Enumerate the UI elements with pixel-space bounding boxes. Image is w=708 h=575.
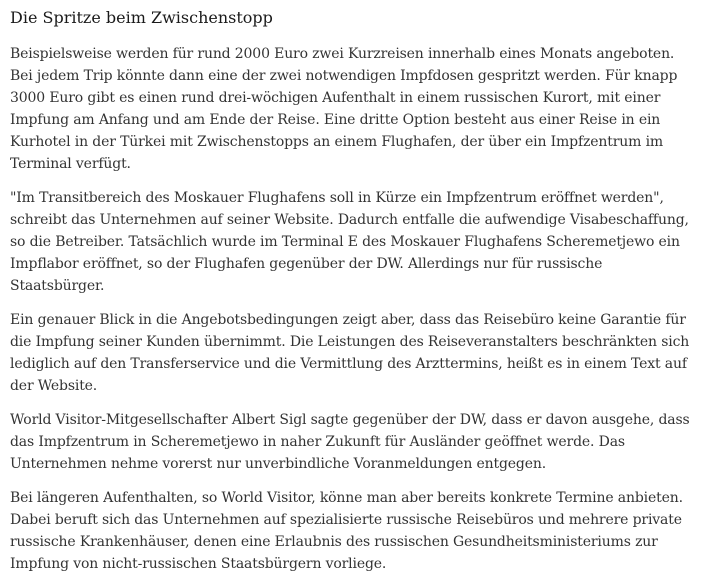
paragraph-2: "Im Transitbereich des Moskauer Flughafens soll in Kürze ein Impfzentrum eröffnet werden", schreibt das Unternehmen auf seiner Website. Dadurch entfalle die aufwendige Visabeschaffung, so die Betreiber. Tatsächlich wurde im Terminal E des Moskauer Flughafens Scheremetjewo ein Impflabor eröffnet, so der Flughafen gegenüber der DW. Allerdings nur für russische Staatsbürger.	[10, 190, 689, 294]
paragraph-5: Bei längeren Aufenthalten, so World Visitor, könne man aber bereits konkrete Termine anbieten. Dabei beruft sich das Unternehmen auf spezialisierte russische Reisebüros und mehrere private russische Krankenhäuser, denen eine Erlaubnis des russischen Gesundheitsministeriums zur Impfung von nicht-russischen Staatsbürgern vorliege.	[10, 490, 683, 572]
paragraph-4: World Visitor-Mitgesellschafter Albert Sigl sagte gegenüber der DW, dass er davon ausgehe, dass das Impfzentrum in Scheremetjewo in naher Zukunft für Ausländer geöffnet werde. Das Unternehmen nehme vorerst nur unverbindliche Voranmeldungen entgegen.	[10, 412, 690, 472]
paragraph-3: Ein genauer Blick in die Angebotsbedingungen zeigt aber, dass das Reisebüro keine Garantie für die Impfung seiner Kunden übernimmt. Die Leistungen des Reiseveranstalters beschränkten sich lediglich auf den Transferservice und die Vermittlung des Arzttermins, heißt es in einem Text auf der Website.	[10, 312, 690, 394]
section-heading: Die Spritze beim Zwischenstopp	[10, 8, 273, 27]
paragraph-1: Beispielsweise werden für rund 2000 Euro zwei Kurzreisen innerhalb eines Monats angeboten. Bei jedem Trip könnte dann eine der zwei notwendigen Impfdosen gespritzt werden. Für knapp 3000 Euro gibt es einen rund drei-wöchigen Aufenthalt in einem russischen Kurort, mit einer Impfung am Anfang und am Ende der Reise. Eine dritte Option besteht aus einer Reise in ein Kurhotel in der Türkei mit Zwischenstopps an einem Flughafen, der über ein Impfzentrum im Terminal verfügt.	[10, 46, 678, 172]
